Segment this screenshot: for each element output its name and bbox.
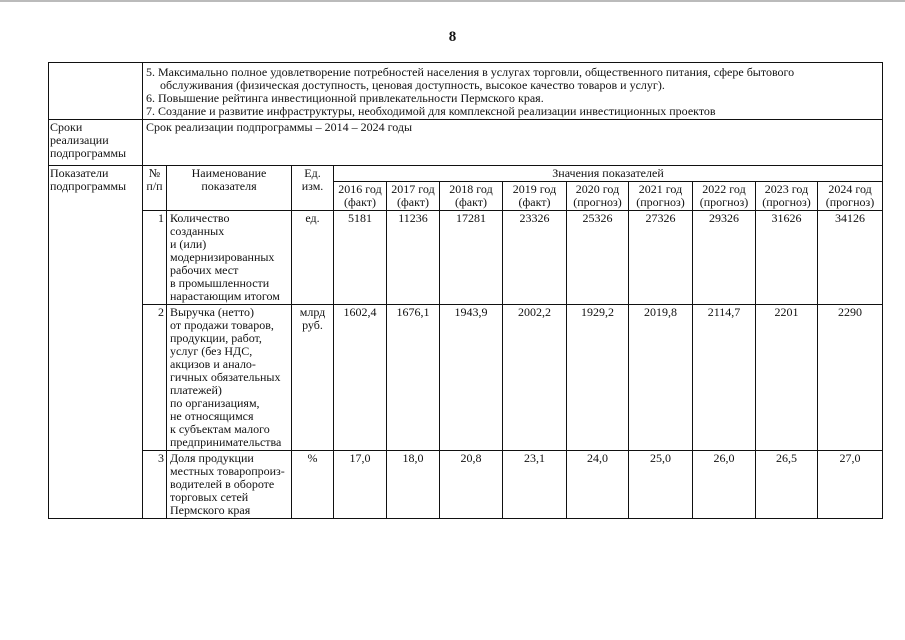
indicator-name-line: Количество (170, 211, 230, 225)
goals-cell (143, 63, 883, 120)
srok-label (49, 120, 143, 166)
year-status: (факт) (454, 195, 487, 209)
year-status: (прогноз) (573, 195, 622, 209)
indicator-name-line: не относящимся (170, 409, 254, 423)
year-label: 2024 год (828, 182, 872, 196)
value-cell: 17281 (440, 211, 503, 305)
indicator-name-line: к субъектам малого (170, 422, 270, 436)
value-cell: 5181 (334, 211, 387, 305)
goal-line: 5. Максимально полное удовлетворение потребностей населения в услугах торговли, общественного питания, сфере бытового (146, 65, 795, 79)
page-number: 8 (448, 29, 457, 45)
year-header (440, 182, 503, 211)
indicator-name-line: акцизов и анало- (170, 357, 256, 371)
values-header: Значения показателей (334, 166, 883, 182)
year-status: (факт) (343, 195, 376, 209)
year-header (629, 182, 693, 211)
row-number: 1 (143, 211, 167, 305)
unit-line: млрд (299, 305, 326, 319)
year-label: 2017 год (391, 182, 435, 196)
value-cell: 25,0 (629, 451, 693, 519)
num-header (143, 166, 167, 211)
indicator-name-line: Выручка (нетто) (170, 305, 254, 319)
unit-line: ед. (305, 211, 320, 225)
goal-line: 6. Повышение рейтинга инвестиционной привлекательности Пермского края. (146, 91, 544, 105)
value-cell: 24,0 (567, 451, 629, 519)
year-label: 2018 год (449, 182, 493, 196)
indicator-name-line: торговых сетей (170, 490, 249, 504)
year-status: (прогноз) (699, 195, 749, 209)
value-cell: 34126 (818, 211, 883, 305)
num-header-line: п/п (146, 179, 163, 193)
unit-line: руб. (302, 318, 323, 332)
indicator-name-line: по организациям, (170, 396, 260, 410)
srok-value: Срок реализации подпрограммы – 2014 – 2024 годы (143, 120, 883, 166)
value-cell: 20,8 (440, 451, 503, 519)
srok-row (49, 120, 883, 166)
year-header (334, 182, 387, 211)
value-cell: 11236 (387, 211, 440, 305)
year-status: (прогноз) (636, 195, 685, 209)
year-header (818, 182, 883, 211)
indicator-name-line: Доля продукции (170, 451, 254, 465)
table-row (49, 305, 883, 451)
indicators-header-row (49, 166, 883, 182)
value-cell: 2201 (756, 305, 818, 451)
value-cell: 23,1 (503, 451, 567, 519)
value-cell: 31626 (756, 211, 818, 305)
top-rule (0, 0, 905, 2)
year-label: 2022 год (702, 182, 746, 196)
indicator-name-line: водителей в обороте (170, 477, 275, 491)
year-header (756, 182, 818, 211)
indicator-name (167, 305, 292, 451)
goal-line: 7. Создание и развитие инфраструктуры, необходимой для комплексной реализации инвестиционных проектов (146, 104, 716, 118)
value-cell: 25326 (567, 211, 629, 305)
goal-line: обслуживания (физическая доступность, ценовая доступность, высокое качество товаров и услуг). (160, 78, 665, 92)
value-cell: 23326 (503, 211, 567, 305)
indicator-name-line: нарастающим итогом (170, 289, 280, 303)
srok-label-line: подпрограммы (50, 146, 127, 160)
value-cell: 1929,2 (567, 305, 629, 451)
year-label: 2023 год (764, 182, 809, 196)
goals-label-cell (49, 63, 143, 120)
value-cell: 17,0 (334, 451, 387, 519)
value-cell: 26,0 (693, 451, 756, 519)
value-cell: 2002,2 (503, 305, 567, 451)
indicator-name-line: продукции, работ, (170, 331, 262, 345)
year-status: (прогноз) (825, 195, 875, 209)
year-status: (факт) (396, 195, 429, 209)
indicator-name-line: и (или) (170, 237, 207, 251)
unit-header-line: Ед. (304, 166, 321, 180)
unit-cell (292, 211, 334, 305)
row-number: 2 (143, 305, 167, 451)
year-label: 2016 год (338, 182, 382, 196)
year-status: (прогноз) (762, 195, 811, 209)
num-header-line: № (148, 166, 161, 180)
value-cell: 27326 (629, 211, 693, 305)
value-cell: 1676,1 (387, 305, 440, 451)
indicator-name-line: в промышленности (170, 276, 270, 290)
table-row (49, 451, 883, 519)
value-cell: 2114,7 (693, 305, 756, 451)
indicator-name (167, 451, 292, 519)
indicator-name-line: модернизированных (170, 250, 275, 264)
indicator-name-line: предпринимательства (170, 435, 282, 449)
table-row (49, 211, 883, 305)
value-cell: 18,0 (387, 451, 440, 519)
year-status: (факт) (518, 195, 551, 209)
year-label: 2021 год (638, 182, 683, 196)
value-cell: 1602,4 (334, 305, 387, 451)
row-number: 3 (143, 451, 167, 519)
value-cell: 2019,8 (629, 305, 693, 451)
srok-label-line: Сроки (50, 120, 83, 134)
value-cell: 1943,9 (440, 305, 503, 451)
indicator-name-line: Пермского края (170, 503, 251, 517)
unit-line: % (307, 451, 318, 465)
indicator-name-line: созданных (170, 224, 225, 238)
unit-cell (292, 451, 334, 519)
year-header (503, 182, 567, 211)
indicator-name-line: от продажи товаров, (170, 318, 274, 332)
indicator-name-line: услуг (без НДС, (170, 344, 253, 358)
value-cell: 26,5 (756, 451, 818, 519)
value-cell: 29326 (693, 211, 756, 305)
name-header-line: показателя (201, 179, 257, 193)
indicator-name (167, 211, 292, 305)
goals-row (49, 63, 883, 120)
indicator-name-line: местных товаропроиз- (170, 464, 285, 478)
indicator-name-line: рабочих мест (170, 263, 239, 277)
value-cell: 2290 (818, 305, 883, 451)
name-header-line: Наименование (191, 166, 267, 180)
indicator-name-line: платежей) (170, 383, 222, 397)
indicators-section-label (49, 166, 143, 519)
year-header (567, 182, 629, 211)
year-label: 2019 год (512, 182, 557, 196)
year-header (693, 182, 756, 211)
year-label: 2020 год (575, 182, 620, 196)
srok-label-line: реализации (50, 133, 109, 147)
unit-cell (292, 305, 334, 451)
name-header (167, 166, 292, 211)
indicator-name-line: гичных обязательных (170, 370, 281, 384)
section-label-line: подпрограммы (50, 179, 127, 193)
value-cell: 27,0 (818, 451, 883, 519)
unit-header-line: изм. (301, 179, 324, 193)
year-header (387, 182, 440, 211)
unit-header (292, 166, 334, 211)
section-label-line: Показатели (50, 166, 109, 180)
subprogram-passport-table (48, 62, 883, 519)
